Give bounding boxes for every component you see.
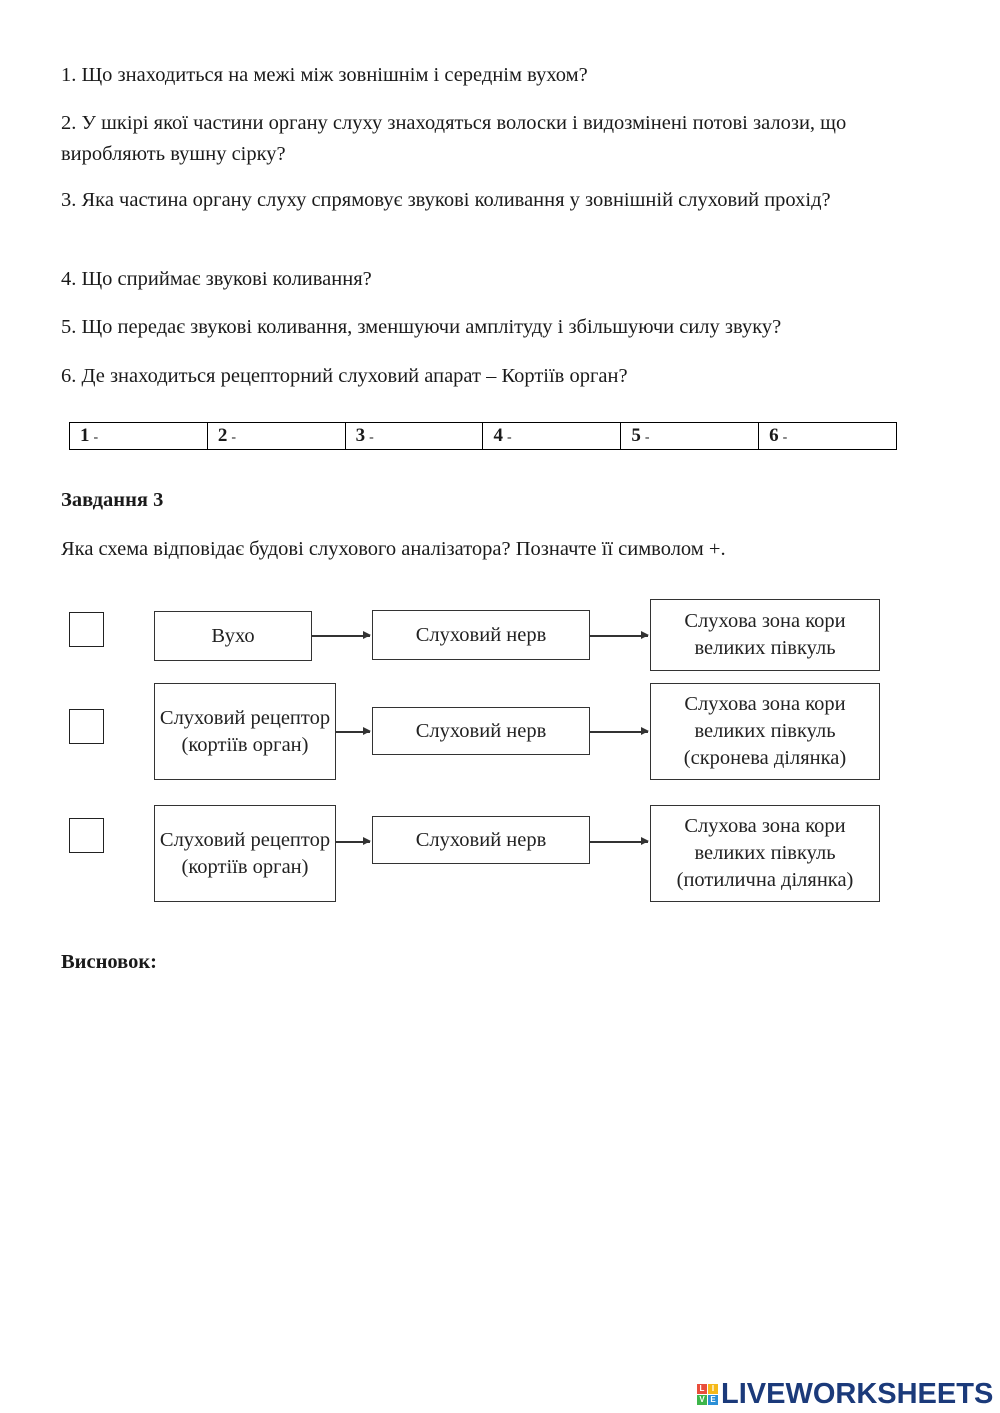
scheme-3-arrow-1 bbox=[336, 841, 370, 843]
question-6: 6. Де знаходиться рецепторний слуховий апарат – Кортіїв орган? bbox=[61, 365, 628, 387]
scheme-1-first-box: Вухо bbox=[154, 611, 312, 661]
answer-cell-6[interactable]: 6 - bbox=[769, 425, 788, 446]
question-4: 4. Що сприймає звукові коливання? bbox=[61, 268, 372, 290]
scheme-1-checkbox[interactable] bbox=[69, 612, 104, 647]
scheme-2-arrow-2 bbox=[590, 731, 648, 733]
scheme-2-arrow-1 bbox=[336, 731, 370, 733]
scheme-3-last-box: Слухова зона кори великих півкуль (потилична ділянка) bbox=[650, 805, 880, 902]
scheme-1-arrow-2 bbox=[590, 635, 648, 637]
scheme-2-checkbox[interactable] bbox=[69, 709, 104, 744]
answer-cell-5[interactable]: 5 - bbox=[621, 423, 759, 449]
answer-cell-1[interactable]: 1 - bbox=[70, 423, 208, 449]
question-1: 1. Що знаходиться на межі між зовнішнім і середнім вухом? bbox=[61, 64, 588, 86]
scheme-3-checkbox[interactable] bbox=[69, 818, 104, 853]
scheme-3-first-box: Слуховий рецептор (кортіїв орган) bbox=[154, 805, 336, 902]
question-2: 2. У шкірі якої частини органу слуху знаходяться волоски і видозмінені потові залози, що виробляють вушну сірку? bbox=[61, 112, 847, 165]
scheme-2-first-box: Слуховий рецептор (кортіїв орган) bbox=[154, 683, 336, 780]
task3-prompt: Яка схема відповідає будові слухового аналізатора? Позначте її символом +. bbox=[61, 538, 726, 560]
question-3: 3. Яка частина органу слуху спрямовує звукові коливання у зовнішній слуховий прохід? bbox=[61, 189, 831, 211]
answer-cell-2[interactable]: 2 - bbox=[208, 423, 346, 449]
logo-text: LIVEWORKSHEETS bbox=[721, 1377, 994, 1410]
answer-cell-3[interactable]: 3 - bbox=[346, 423, 484, 449]
question-5: 5. Що передає звукові коливання, зменшуючи амплітуду і збільшуючи силу звуку? bbox=[61, 316, 782, 338]
task3-heading: Завдання 3 bbox=[61, 489, 164, 511]
scheme-3-middle-box: Слуховий нерв bbox=[372, 816, 590, 864]
logo-mark-icon: L I V E bbox=[697, 1384, 718, 1405]
scheme-2-middle-box: Слуховий нерв bbox=[372, 707, 590, 755]
scheme-2-last-box: Слухова зона кори великих півкуль (скронева ділянка) bbox=[650, 683, 880, 780]
scheme-3-arrow-2 bbox=[590, 841, 648, 843]
scheme-1-middle-box: Слуховий нерв bbox=[372, 610, 590, 660]
answer-table bbox=[69, 422, 897, 450]
conclusion-label: Висновок: bbox=[61, 951, 157, 973]
liveworksheets-logo bbox=[697, 1379, 993, 1409]
scheme-1-last-box: Слухова зона кори великих півкуль bbox=[650, 599, 880, 671]
scheme-1-arrow-1 bbox=[312, 635, 370, 637]
answer-cell-4[interactable]: 4 - bbox=[483, 423, 621, 449]
